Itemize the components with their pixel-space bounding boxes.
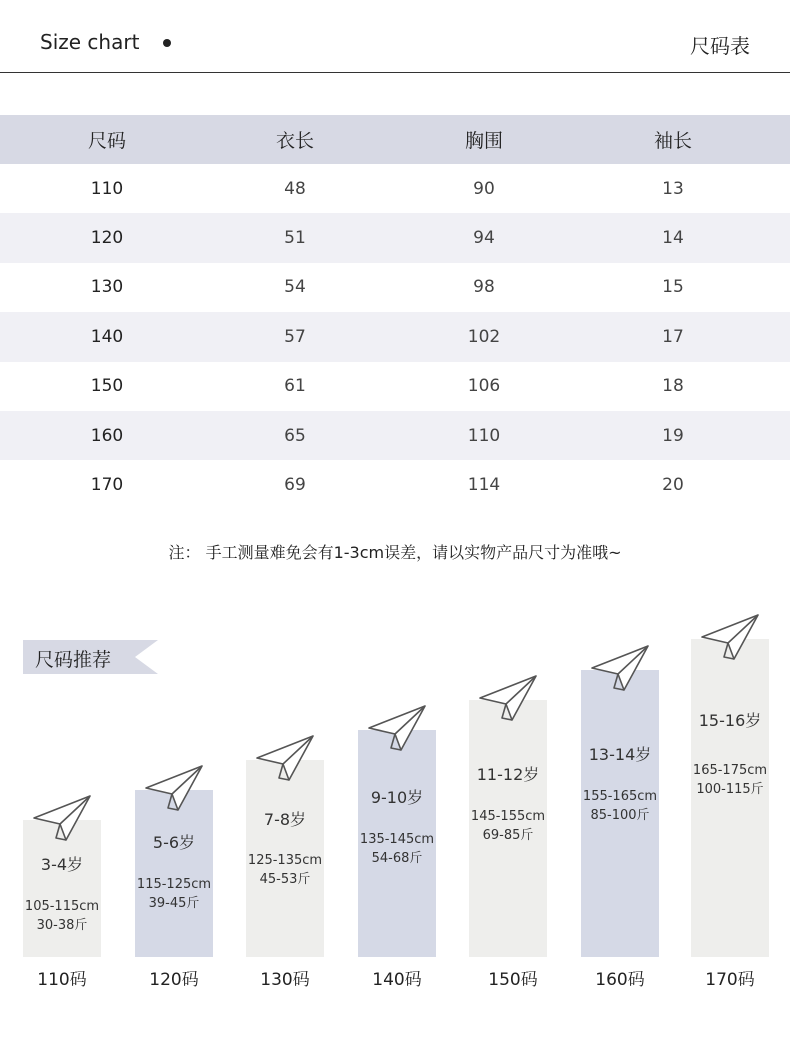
height-range: 115-125cm — [136, 877, 212, 892]
page-header — [0, 0, 790, 74]
table-cell: 170 — [90, 475, 124, 496]
table-cell: 65 — [284, 425, 306, 446]
recommend-tag — [23, 640, 158, 674]
table-cell: 69 — [284, 475, 306, 496]
table-header-row — [0, 115, 790, 164]
table-row — [0, 164, 790, 213]
table-cell: 90 — [473, 178, 495, 199]
page-title: Size chart — [40, 30, 140, 54]
age-label: 11-12岁 — [476, 765, 540, 784]
height-range: 145-155cm — [470, 809, 546, 824]
page-title-cn: 尺码表 — [690, 34, 750, 58]
weight-range: 45-53斤 — [259, 872, 311, 887]
column-header: 衣长 — [275, 130, 314, 152]
table-cell: 98 — [473, 277, 495, 298]
table-cell: 54 — [284, 277, 306, 298]
table-cell: 18 — [662, 376, 684, 397]
bullet-dot-icon — [163, 39, 171, 47]
size-spec — [342, 830, 452, 868]
table-cell: 110 — [467, 425, 501, 446]
paper-plane-icon — [365, 700, 435, 760]
size-label: 110码 — [37, 970, 87, 990]
age-label: 5-6岁 — [152, 833, 196, 852]
table-row — [0, 362, 790, 411]
paper-plane-icon — [476, 670, 546, 730]
recommend-title: 尺码推荐 — [35, 649, 112, 671]
column-header: 袖长 — [653, 130, 692, 152]
table-row — [0, 263, 790, 312]
column-header: 胸围 — [464, 130, 503, 152]
table-cell: 110 — [90, 178, 124, 199]
table-cell: 17 — [662, 326, 684, 347]
weight-range: 100-115斤 — [696, 782, 764, 797]
weight-range: 69-85斤 — [482, 828, 534, 843]
paper-plane-icon — [253, 730, 323, 790]
paper-plane-icon — [588, 640, 658, 700]
weight-range: 85-100斤 — [590, 808, 650, 823]
measurement-note: 注： 手工测量难免会有1-3cm误差，请以实物产品尺寸为准哦~ — [168, 543, 622, 562]
weight-range: 39-45斤 — [148, 896, 200, 911]
size-spec — [7, 897, 117, 935]
table-cell: 150 — [90, 376, 124, 397]
size-label: 120码 — [149, 970, 199, 990]
table-cell: 61 — [284, 376, 306, 397]
table-cell: 114 — [467, 475, 501, 496]
size-label: 140码 — [372, 970, 422, 990]
table-cell: 15 — [662, 277, 684, 298]
weight-range: 30-38斤 — [36, 918, 88, 933]
size-spec — [565, 787, 675, 825]
age-label: 9-10岁 — [370, 788, 424, 807]
size-label: 170码 — [705, 970, 755, 990]
size-table — [0, 115, 790, 510]
height-range: 125-135cm — [247, 853, 323, 868]
size-label: 160码 — [595, 970, 645, 990]
column-header: 尺码 — [87, 130, 126, 152]
size-label: 130码 — [260, 970, 310, 990]
table-row — [0, 312, 790, 361]
size-spec — [453, 807, 563, 845]
table-cell: 160 — [90, 425, 124, 446]
table-row — [0, 411, 790, 460]
paper-plane-icon — [698, 609, 768, 669]
age-label: 15-16岁 — [698, 711, 762, 730]
height-range: 165-175cm — [692, 763, 768, 778]
age-label: 3-4岁 — [40, 855, 84, 874]
paper-plane-icon — [30, 790, 100, 850]
table-cell: 140 — [90, 326, 124, 347]
size-label: 150码 — [488, 970, 538, 990]
table-cell: 48 — [284, 178, 306, 199]
height-range: 105-115cm — [24, 899, 100, 914]
size-spec — [230, 851, 340, 889]
table-cell: 19 — [662, 425, 684, 446]
paper-plane-icon — [142, 760, 212, 820]
table-cell: 20 — [662, 475, 684, 496]
height-range: 135-145cm — [359, 832, 435, 847]
size-spec — [119, 875, 229, 913]
table-cell: 51 — [284, 228, 306, 249]
weight-range: 54-68斤 — [371, 851, 423, 866]
age-label: 13-14岁 — [588, 745, 652, 764]
table-row — [0, 213, 790, 262]
size-spec — [675, 761, 785, 799]
age-label: 7-8岁 — [263, 810, 307, 829]
table-cell: 94 — [473, 228, 495, 249]
table-cell: 120 — [90, 228, 124, 249]
table-row — [0, 460, 790, 509]
table-cell: 102 — [467, 326, 501, 347]
table-cell: 14 — [662, 228, 684, 249]
height-range: 155-165cm — [582, 789, 658, 804]
table-cell: 57 — [284, 326, 306, 347]
table-cell: 106 — [467, 376, 501, 397]
header-divider — [0, 72, 790, 73]
table-cell: 13 — [662, 178, 684, 199]
table-cell: 130 — [90, 277, 124, 298]
